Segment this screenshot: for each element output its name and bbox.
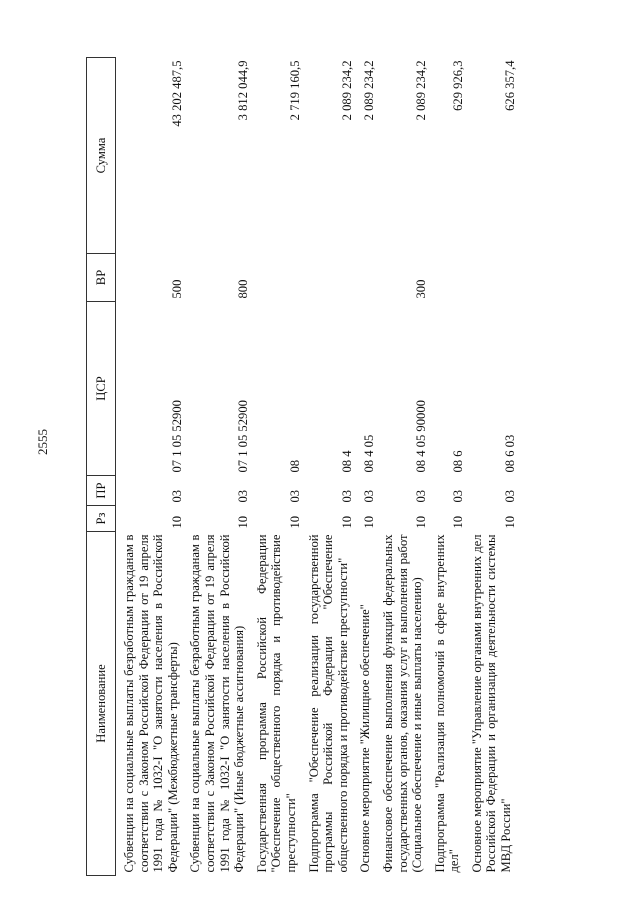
row-rz: 10: [362, 515, 377, 529]
budget-table-sheet: [86, 58, 611, 876]
row-vr: [251, 254, 303, 302]
row-sum: 3 812 044,9: [236, 60, 251, 121]
row-name: Субвенции на социальные выплаты безработным гражданам в соответствии с Законом Российской Федерации от 19 апреля 1991 года № 1032-I "О занятости населения в Российской Федерации" (Межбюджетные трансферты): [122, 534, 180, 873]
row-rz: 10: [503, 515, 518, 529]
row-rz: 10: [414, 515, 429, 529]
row-name: Основное мероприятие "Жилищное обеспечение": [358, 604, 373, 873]
row-sum: 626 357,4: [503, 60, 518, 111]
row-sum: 43 202 487,5: [169, 60, 184, 127]
row-rz: 10: [451, 515, 466, 529]
header-sum: Сумма: [87, 58, 116, 254]
row-csr: 08 6 03: [503, 434, 518, 473]
row-sum: 2 089 234,2: [339, 60, 354, 121]
table-header-row: [87, 58, 116, 876]
row-csr: 08 4: [339, 450, 354, 473]
row-sum: 2 089 234,2: [362, 60, 377, 121]
table-row: [184, 58, 250, 876]
table-row: [116, 58, 185, 876]
row-name: Субвенции на социальные выплаты безработным гражданам в соответствии с Законом Российской Федерации от 19 апреля 1991 года № 1032-I "О занятости населения в Российской Федерации" (Иные бюджетные ассигнования): [188, 534, 247, 873]
header-name: Наименование: [87, 532, 116, 876]
row-pr: 03: [451, 489, 466, 503]
row-sum: 629 926,3: [451, 60, 466, 111]
row-name: Основное мероприятие "Управление органами внутренних дел Российской Федерации и организация деятельности системы МВД России": [469, 534, 514, 873]
row-pr: 03: [236, 489, 251, 503]
table-row: [429, 58, 466, 876]
row-rz: 10: [287, 515, 302, 529]
row-pr: 03: [287, 489, 302, 503]
row-pr: 03: [169, 489, 184, 503]
row-vr: 500: [169, 279, 184, 299]
row-pr: 03: [362, 489, 377, 503]
row-name: Подпрограмма "Реализация полномочий в сфере внутренних дел": [432, 534, 462, 873]
row-pr: 03: [503, 489, 518, 503]
header-pr: ПР: [87, 476, 116, 506]
row-csr: 08 6: [451, 450, 466, 473]
row-csr: 08 4 05 90000: [414, 400, 429, 473]
row-rz: 10: [169, 515, 184, 529]
row-csr: 08 4 05: [362, 434, 377, 473]
row-rz: 10: [339, 515, 354, 529]
row-rz: 10: [236, 515, 251, 529]
table-row: [251, 58, 303, 876]
table-row: [303, 58, 355, 876]
table-row: [377, 58, 429, 876]
row-vr: 800: [236, 279, 251, 299]
row-name: Государственная программа Российской Федерации "Обеспечение общественного порядка и противодействие преступности": [254, 534, 298, 873]
row-sum: 2 719 160,5: [287, 60, 302, 121]
row-vr: [303, 254, 355, 302]
row-vr: [429, 254, 466, 302]
row-pr: 03: [339, 489, 354, 503]
row-vr: 300: [414, 279, 429, 299]
page-number: 2555: [35, 429, 50, 455]
row-csr: 08: [287, 459, 302, 473]
budget-table: [86, 57, 518, 876]
header-rz: Рз: [87, 506, 116, 532]
row-sum: 2 089 234,2: [414, 60, 429, 121]
row-csr: 07 1 05 52900: [169, 400, 184, 473]
header-csr: ЦСР: [87, 302, 116, 476]
table-row: [354, 58, 377, 876]
row-csr: 07 1 05 52900: [236, 400, 251, 473]
row-vr: [354, 254, 377, 302]
row-vr: [466, 254, 518, 302]
row-name: Подпрограмма "Обеспечение реализации государственной программы Российской Федерации "Обеспечение общественного порядка и противодействие преступности": [306, 534, 350, 873]
row-name: Финансовое обеспечение выполнения функций федеральных государственных органов, оказания услуг и выполнения работ (Социальное обеспечение и иные выплаты населению): [380, 534, 425, 873]
table-row: [466, 58, 518, 876]
row-pr: 03: [414, 489, 429, 503]
header-vr: ВР: [87, 254, 116, 302]
